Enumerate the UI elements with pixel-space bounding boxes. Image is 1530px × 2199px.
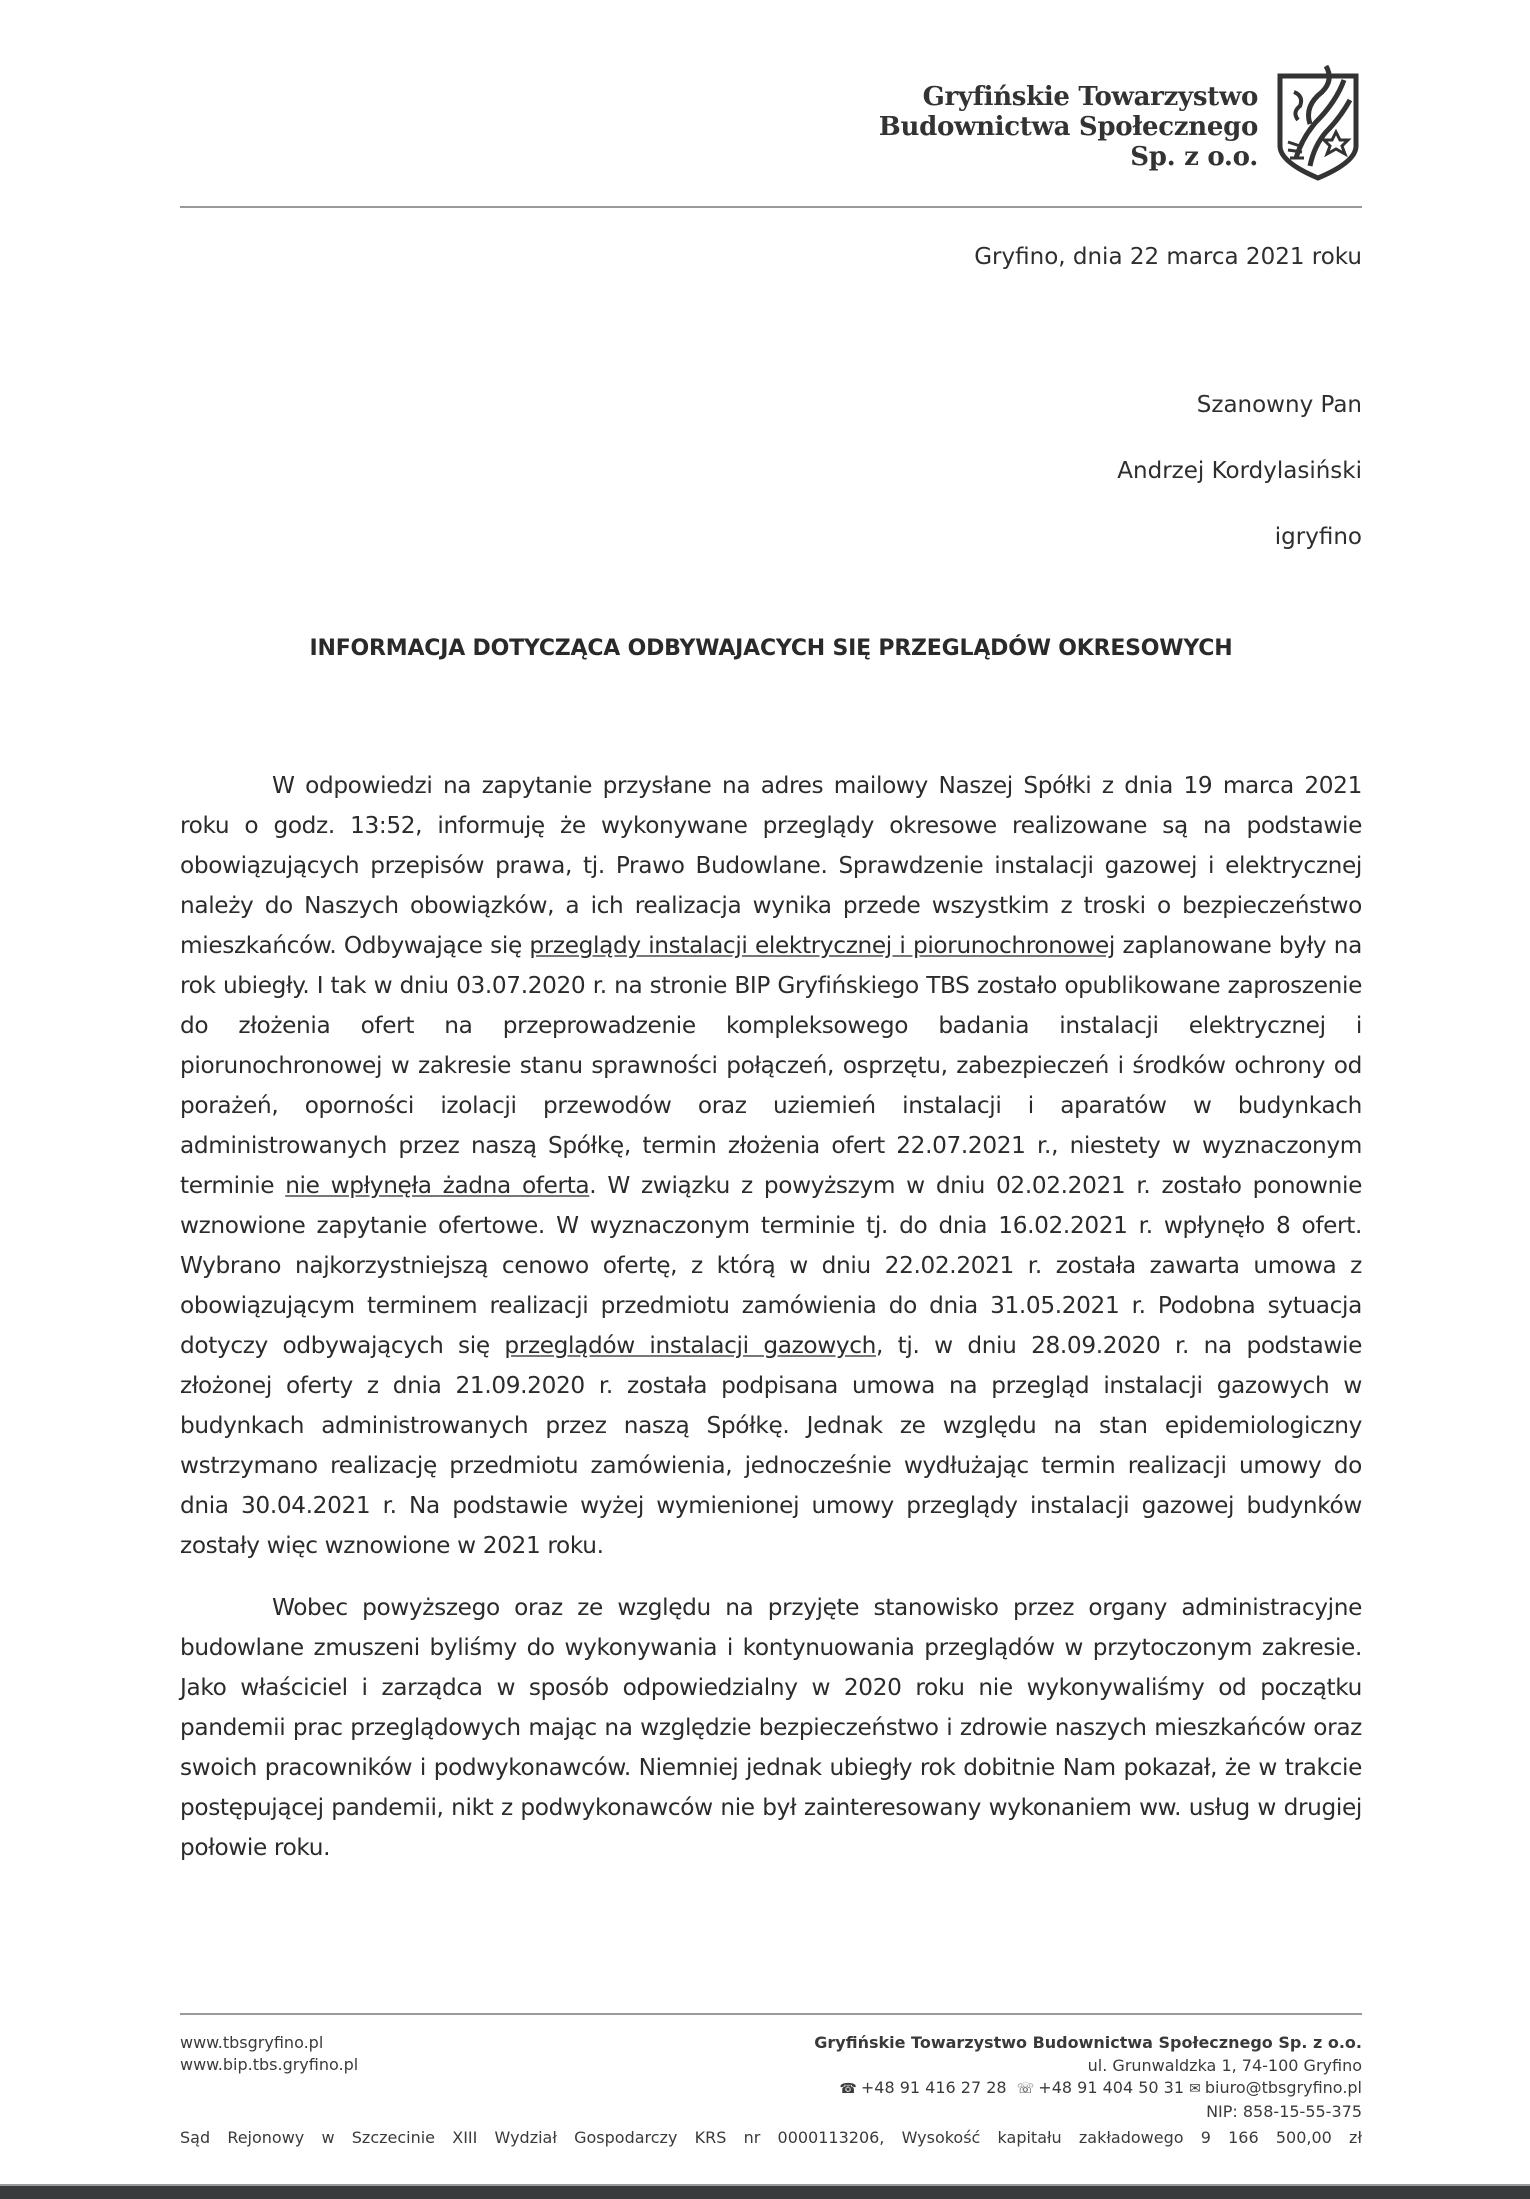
recipient-organization: igryfino xyxy=(1274,524,1362,550)
footer-address: ul. Grunwaldzka 1, 74-100 Gryfino xyxy=(1087,2055,1362,2075)
website-link[interactable]: www.tbsgryfino.pl xyxy=(180,2033,324,2052)
footer-court-registration: Sąd Rejonowy w Szczecinie XIII Wydział Gospodarczy KRS nr 0000113206, Wysokość kapitału zakładowego 9 166 500,00 zł xyxy=(180,2128,1362,2147)
recipient-salutation: Szanowny Pan xyxy=(1196,392,1362,418)
paragraph-1-text-b: zaplanowane były na rok ubiegły. I tak w dniu 03.07.2020 r. na stronie BIP Gryfińskiego TBS zostało opublikowane zaproszenie do złożenia ofert na przeprowadzenie kompleksowego badania instalacji elektrycznej i piorunochronowej w zakresie stanu sprawności połączeń, osprzętu, zabezpieczeń i środków ochrony od porażeń, oporności izolacji przewodów oraz uziemień instalacji i aparatów w budynkach administrowanych przez naszą Spółkę, termin złożenia ofert 22.07.2021 r., niestety w wyznaczonym terminie xyxy=(180,932,1362,1199)
footer-divider xyxy=(180,2013,1362,2015)
header-divider xyxy=(180,206,1362,208)
underlined-gas-inspections: przeglądów instalacji gazowych xyxy=(504,1332,876,1359)
fax-icon: ☏ xyxy=(1016,2081,1035,2097)
footer-fax: +48 91 404 50 31 xyxy=(1038,2078,1185,2097)
underlined-no-offer: nie wpłynęła żadna oferta xyxy=(285,1172,590,1199)
bip-link[interactable]: www.bip.tbs.gryfino.pl xyxy=(180,2055,359,2074)
footer-phone: +48 91 416 27 28 xyxy=(860,2078,1007,2097)
footer-email[interactable]: biuro@tbsgryfino.pl xyxy=(1204,2078,1362,2097)
letter-title: INFORMACJA DOTYCZĄCA ODBYWAJACYCH SIĘ PRZEGLĄDÓW OKRESOWYCH xyxy=(309,636,1233,661)
footer-links xyxy=(180,2032,358,2076)
footer-nip: NIP: 858-15-55-375 xyxy=(1206,2101,1362,2121)
griffin-shield-logo-icon xyxy=(1274,62,1362,182)
footer-contacts-line xyxy=(814,2077,1362,2101)
footer-contact xyxy=(814,2032,1362,2123)
place-date: Gryfino, dnia 22 marca 2021 roku xyxy=(974,244,1362,270)
paragraph-1-text-d: , tj. w dniu 28.09.2020 r. na podstawie złożonej oferty z dnia 21.09.2020 r. została podpisana umowa na przegląd instalacji gazowych w budynkach administrowanych przez naszą Spółkę. Jednak ze względu na stan epidemiologiczny wstrzymano realizację przedmiotu zamówienia, jednocześnie wydłużając termin realizacji umowy do dnia 30.04.2021 r. Na podstawie wyżej wymienionej umowy przeglądy instalacji gazowej budynków zostały więc wznowione w 2021 roku. xyxy=(180,1332,1363,1559)
phone-icon: ☎ xyxy=(839,2081,857,2097)
underlined-electrical-inspections: przeglądy instalacji elektrycznej i piorunochronowej xyxy=(529,932,1116,959)
letterhead xyxy=(180,60,1362,190)
recipient-name: Andrzej Kordylasiński xyxy=(1117,458,1362,484)
company-name-line1: Gryfińskie Towarzystwo xyxy=(922,82,1258,112)
footer-company-name: Gryfińskie Towarzystwo Budownictwa Społecznego Sp. z o.o. xyxy=(814,2033,1362,2052)
company-name-line2: Budownictwa Społecznego xyxy=(878,112,1258,142)
paragraph-1-text-c: . W związku z powyższym w dniu 02.02.2021 r. zostało ponownie wznowione zapytanie ofertowe. W wyznaczonym terminie tj. do dnia 16.02.2021 r. wpłynęło 8 ofert. Wybrano najkorzystniejszą cenowo ofertę, z którą w dniu 22.02.2021 r. została zawarta umowa z obowiązującym terminem realizacji przedmiotu zamówienia do dnia 31.05.2021 r. Podobna sytuacja dotyczy odbywających się xyxy=(180,1172,1362,1359)
email-icon: ✉ xyxy=(1189,2081,1201,2097)
company-name xyxy=(879,82,1258,172)
paragraph-1 xyxy=(180,766,1362,1566)
paragraph-1-text-a: W odpowiedzi na zapytanie przysłane na adres mailowy Naszej Spółki z dnia 19 marca 2021 roku o godz. 13:52, informuję że wykonywane przeglądy okresowe realizowane są na podstawie obowiązujących przepisów prawa, tj. Prawo Budowlane. Sprawdzenie instalacji gazowej i elektrycznej należy do Naszych obowiązków, a ich realizacja wynika przede wszystkim z troski o bezpieczeństwo mieszkańców. Odbywające się xyxy=(180,772,1362,959)
recipient-block xyxy=(1117,372,1362,570)
letter-body xyxy=(180,766,1362,1868)
company-name-line3: Sp. z o.o. xyxy=(1130,142,1258,172)
paragraph-2: Wobec powyższego oraz ze względu na przyjęte stanowisko przez organy administracyjne budowlane zmuszeni byliśmy do wykonywania i kontynuowania przeglądów w przytoczonym zakresie. Jako właściciel i zarządca w sposób odpowiedzialny w 2020 roku nie wykonywaliśmy od początku pandemii prac przeglądowych mając na względzie bezpieczeństwo i zdrowie naszych mieszkańców oraz swoich pracowników i podwykonawców. Niemniej jednak ubiegły rok dobitnie Nam pokazał, że w trakcie postępującej pandemii, nikt z podwykonawców nie był zainteresowany wykonaniem ww. usług w drugiej połowie roku. xyxy=(180,1594,1362,1861)
